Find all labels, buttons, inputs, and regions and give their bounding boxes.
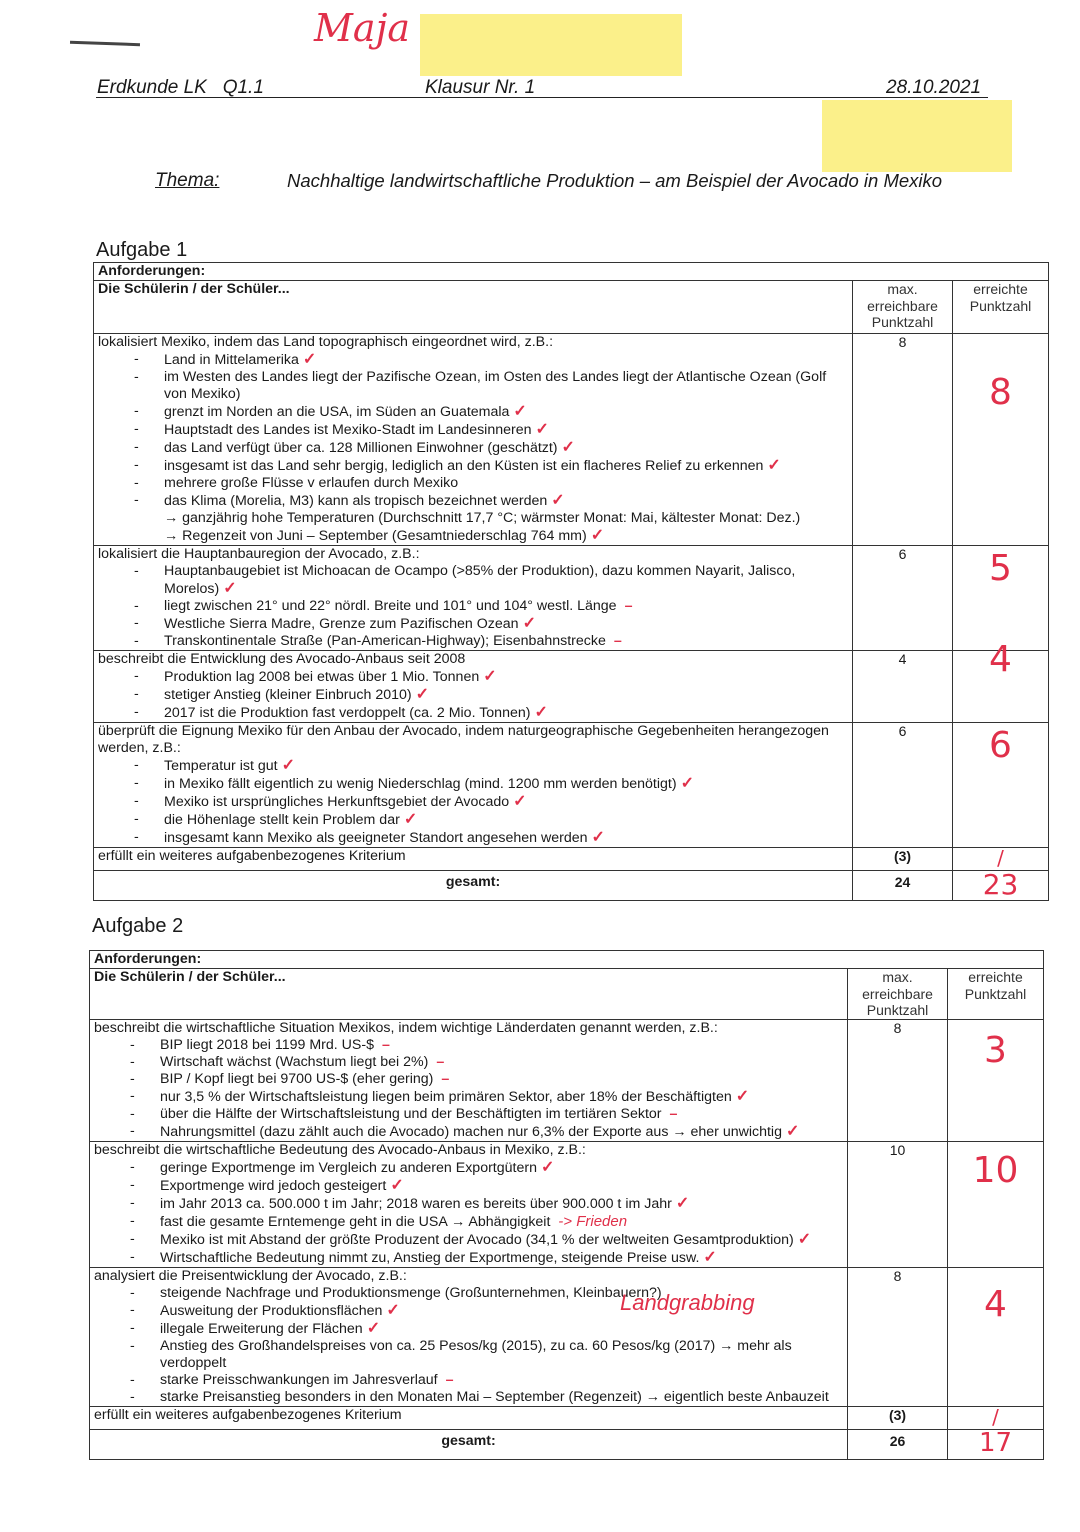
- task2-title: Aufgabe 2: [92, 915, 184, 937]
- max-points: 6: [853, 546, 953, 651]
- max-points: 8: [848, 1020, 948, 1142]
- extra-criterion: erfüllt ein weiteres aufgabenbezogenes Kriterium: [90, 1407, 848, 1430]
- score: 4: [953, 651, 1049, 723]
- score: 4: [948, 1268, 1044, 1407]
- req-header-row: Anforderungen:: [94, 263, 1049, 281]
- score: 5: [953, 546, 1049, 651]
- criterion-cell: lokalisiert Mexiko, indem das Land topographisch eingeordnet wird, z.B.: - Land in Mittelamerika ✓ - im Westen des Landes liegt der Pazifische Ozean, im Osten des Landes liegt der Atlantische Ozean (Golf von Mexiko) - grenzt im Norden an die USA, im Süden an Guatemala ✓ - Hauptstadt des Landes ist Mexiko-Stadt im Landesinneren ✓ - das Land verfügt über ca. 128 Millionen Einwohner (geschätzt) ✓ - insgesamt ist das Land sehr bergig, lediglich an den Küsten ist ein flacheres Relief zu erkennen ✓ - mehrere große Flüsse v erlaufen durch Mexiko - das Klima (Morelia, M3) kann als tropisch bezeichnet werden ✓ → ganzjährig hohe Temperaturen (Durchschnitt 17,7 °C; wärmster Monat: Mai, kältester Monat: Dez.) → Regenzeit von Juni – September (Gesamtniederschlag 764 mm) ✓: [94, 334, 853, 546]
- criterion-cell: beschreibt die wirtschaftliche Situation Mexikos, indem wichtige Länderdaten genannt werden, z.B.: - BIP liegt 2018 bei 1199 Mrd. US-$ – - Wirtschaft wächst (Wachstum liegt bei 2%) – - BIP / Kopf liegt bei 9700 US-$ (eher gering) – - nur 3,5 % der Wirtschaftsleistung liegen beim primären Sektor, aber 18% der Beschäftigten ✓ - über die Hälfte der Wirtschaftsleistung und der Beschäftigten im tertiären Sektor – - Nahrungsmittel (dazu zählt auch die Avocado) machen nur 6,3% der Exporte aus → eher unwichtig ✓: [90, 1020, 848, 1142]
- score: 8: [953, 334, 1049, 546]
- stray-mark: [70, 41, 140, 46]
- criterion-cell: beschreibt die wirtschaftliche Bedeutung des Avocado-Anbaus in Mexiko, z.B.: - geringe Exportmenge im Vergleich zu anderen Exportgütern ✓ - Exportmenge wird jedoch gesteigert ✓ - im Jahr 2013 ca. 500.000 t im Jahr; 2018 waren es bereits über 900.000 t im Jahr ✓ - fast die gesamte Erntemenge geht in die USA → Abhängigkeit -> Frieden - Mexiko ist mit Abstand der größte Produzent der Avocado (34,1 % der weltweiten Gesamtproduktion) ✓ - Wirtschaftliche Bedeutung nimmt zu, Anstieg der Exportmenge, steigende Preise usw. ✓: [90, 1142, 848, 1268]
- course-label: Erdkunde LK Q1.1: [97, 77, 264, 98]
- max-points-header: max. erreichbare Punktzahl: [848, 969, 948, 1020]
- total-label: gesamt:: [90, 1430, 848, 1460]
- topic-title: Nachhaltige landwirtschaftliche Produktion – am Beispiel der Avocado in Mexiko: [287, 170, 943, 191]
- max-points: 8: [853, 334, 953, 546]
- max-points: 8: [848, 1268, 948, 1407]
- exam-date: 28.10.2021: [886, 77, 982, 98]
- score: 3: [948, 1020, 1044, 1142]
- max-points: 4: [853, 651, 953, 723]
- margin-note: Landgrabbing: [620, 1290, 755, 1315]
- total-score: 23: [953, 871, 1049, 901]
- criterion-cell: beschreibt die Entwicklung des Avocado-Anbaus seit 2008 - Produktion lag 2008 bei etwas über 1 Mio. Tonnen ✓ - stetiger Anstieg (kleiner Einbruch 2010) ✓ - 2017 ist die Produktion fast verdoppelt (ca. 2 Mio. Tonnen) ✓: [94, 651, 853, 723]
- max-points: 6: [853, 723, 953, 848]
- extra-score: /: [953, 848, 1049, 871]
- sticky-note-right: [822, 100, 1012, 172]
- total-label: gesamt:: [94, 871, 853, 901]
- max-points: 10: [848, 1142, 948, 1268]
- extra-criterion: erfüllt ein weiteres aufgabenbezogenes Kriterium: [94, 848, 853, 871]
- header-rule: [96, 97, 988, 98]
- extra-max-points: (3): [848, 1407, 948, 1430]
- criterion-cell: überprüft die Eignung Mexiko für den Anbau der Avocado, indem naturgeographische Gegebenheiten herangezogen werden, z.B.: - Temperatur ist gut ✓ - in Mexiko fällt eigentlich zu wenig Niederschlag (mind. 1200 mm werden benötigt) ✓ - Mexiko ist ursprüngliches Herkunftsgebiet der Avocado ✓ - die Höhenlage stellt kein Problem dar ✓ - insgesamt kann Mexiko als geeigneter Standort angesehen werden ✓: [94, 723, 853, 848]
- extra-score: /: [948, 1407, 1044, 1430]
- total-max-points: 26: [848, 1430, 948, 1460]
- total-max-points: 24: [853, 871, 953, 901]
- student-name: Maja: [314, 6, 411, 50]
- extra-max-points: (3): [853, 848, 953, 871]
- task2-table: Anforderungen: Die Schülerin / der Schüler... max. erreichbare Punktzahl erreichte Punktzahl beschreibt die wirtschaftliche Situation Mexikos, indem wichtige Länderdaten genannt werden, z.B.: - BIP liegt 2018 bei 1199 Mrd. US-$ – - Wirtschaft wächst (Wachstum liegt bei 2%) – - BIP / Kopf liegt bei 9700 US-$ (eher gering) – - nur 3,5 % der Wirtschaftsleistung liegen beim primären Sektor, aber 18% der Beschäftigten ✓ - über die Hälfte der Wirtschaftsleistung und der Beschäftigten im tertiären Sektor – - Nahrungsmittel (dazu zählt auch die Avocado) machen nur 6,3% der Exporte aus → eher unwichtig ✓ 8 3 beschreibt die wirtschaftliche Bedeutung des Avocado-Anbaus in Mexiko, z.B.: - geringe Exportmenge im Vergleich zu anderen Exportgütern ✓ - Exportmenge wird jedoch gesteigert ✓ - im Jahr 2013 ca. 500.000 t im Jahr; 2018 waren es bereits über 900.000 t im Jahr ✓ - fast die gesamte Erntemenge geht in die USA → Abhängigkeit -> Frieden - Mexiko ist mit Abstand der größte Produzent der Avocado (34,1 % der weltweiten Gesamtproduktion) ✓ - Wirtschaftliche Bedeutung nimmt zu, Anstieg der Exportmenge, steigende Preise usw. ✓ 10 10 analysiert die Preisentwicklung der Avocado, z.B.: - steigende Nachfrage und Produktionsmenge (Großunternehmen, Kleinbauern?) - Ausweitung der Produktionsflächen ✓ - illegale Erweiterung der Flächen ✓ - Anstieg des Großhandelspreises von ca. 25 Pesos/kg (2015), zu ca. 60 Pesos/kg (2017) → mehr als verdoppelt - starke Preisschwankungen im Jahresverlauf – - starke Preisanstieg besonders in den Monaten Mai – September (Regenzeit) → eigentlich beste Anbauzeit Landgrabbing 8 4 erfüllt ein weiteres aufgabenbezogenes Kriterium (3) / gesamt: 26 17: [89, 950, 1044, 1460]
- criterion-cell: analysiert die Preisentwicklung der Avocado, z.B.: - steigende Nachfrage und Produktionsmenge (Großunternehmen, Kleinbauern?) - Ausweitung der Produktionsflächen ✓ - illegale Erweiterung der Flächen ✓ - Anstieg des Großhandelspreises von ca. 25 Pesos/kg (2015), zu ca. 60 Pesos/kg (2017) → mehr als verdoppelt - starke Preisschwankungen im Jahresverlauf – - starke Preisanstieg besonders in den Monaten Mai – September (Regenzeit) → eigentlich beste Anbauzeit Landgrabbing: [90, 1268, 848, 1407]
- topic-label: Thema:: [155, 170, 220, 191]
- achieved-points-header: erreichte Punktzahl: [953, 281, 1049, 334]
- achieved-points-header: erreichte Punktzahl: [948, 969, 1044, 1020]
- total-score: 17: [948, 1430, 1044, 1460]
- sticky-note-top: [420, 14, 682, 76]
- criterion-cell: lokalisiert die Hauptanbauregion der Avocado, z.B.: - Hauptanbaugebiet ist Michoacan de Ocampo (>85% der Produktion), dazu kommen Nayarit, Jalisco, Morelos) ✓ - liegt zwischen 21° und 22° nördl. Breite und 101° und 104° westl. Länge – - Westliche Sierra Madre, Grenze zum Pazifischen Ozean ✓ - Transkontinentale Straße (Pan-American-Highway); Eisenbahnstrecke –: [94, 546, 853, 651]
- score: 6: [953, 723, 1049, 848]
- task1-title: Aufgabe 1: [96, 239, 188, 261]
- req-header-row: Anforderungen:: [90, 951, 1044, 969]
- margin-note: -> Frieden: [558, 1213, 628, 1230]
- exam-label: Klausur Nr. 1: [425, 77, 536, 98]
- score: 10: [948, 1142, 1044, 1268]
- task1-table: Anforderungen: Die Schülerin / der Schüler... max. erreichbare Punktzahl erreichte Punktzahl lokalisiert Mexiko, indem das Land topographisch eingeordnet wird, z.B.: - Land in Mittelamerika ✓ - im Westen des Landes liegt der Pazifische Ozean, im Osten des Landes liegt der Atlantische Ozean (Golf von Mexiko) - grenzt im Norden an die USA, im Süden an Guatemala ✓ - Hauptstadt des Landes ist Mexiko-Stadt im Landesinneren ✓ - das Land verfügt über ca. 128 Millionen Einwohner (geschätzt) ✓ - insgesamt ist das Land sehr bergig, lediglich an den Küsten ist ein flacheres Relief zu erkennen ✓ - mehrere große Flüsse v erlaufen durch Mexiko - das Klima (Morelia, M3) kann als tropisch bezeichnet werden ✓ → ganzjährig hohe Temperaturen (Durchschnitt 17,7 °C; wärmster Monat: Mai, kältester Monat: Dez.) → Regenzeit von Juni – September (Gesamtniederschlag 764 mm) ✓ 8 8 lokalisiert die Hauptanbauregion der Avocado, z.B.: - Hauptanbaugebiet ist Michoacan de Ocampo (>85% der Produktion), dazu kommen Nayarit, Jalisco, Morelos) ✓ - liegt zwischen 21° und 22° nördl. Breite und 101° und 104° westl. Länge – - Westliche Sierra Madre, Grenze zum Pazifischen Ozean ✓ - Transkontinentale Straße (Pan-American-Highway); Eisenbahnstrecke – 6 5 beschreibt die Entwicklung des Avocado-Anbaus seit 2008 - Produktion lag 2008 bei etwas über 1 Mio. Tonnen ✓ - stetiger Anstieg (kleiner Einbruch 2010) ✓ - 2017 ist die Produktion fast verdoppelt (ca. 2 Mio. Tonnen) ✓ 4 4 überprüft die Eignung Mexiko für den Anbau der Avocado, indem naturgeographische Gegebenheiten herangezogen werden, z.B.: - Temperatur ist gut ✓ - in Mexiko fällt eigentlich zu wenig Niederschlag (mind. 1200 mm werden benötigt) ✓ - Mexiko ist ursprüngliches Herkunftsgebiet der Avocado ✓ - die Höhenlage stellt kein Problem dar ✓ - insgesamt kann Mexiko als geeigneter Standort angesehen werden ✓ 6 6 erfüllt ein weiteres aufgabenbezogenes Kriterium (3) / gesamt: 24 23: [93, 262, 1049, 901]
- max-points-header: max. erreichbare Punktzahl: [853, 281, 953, 334]
